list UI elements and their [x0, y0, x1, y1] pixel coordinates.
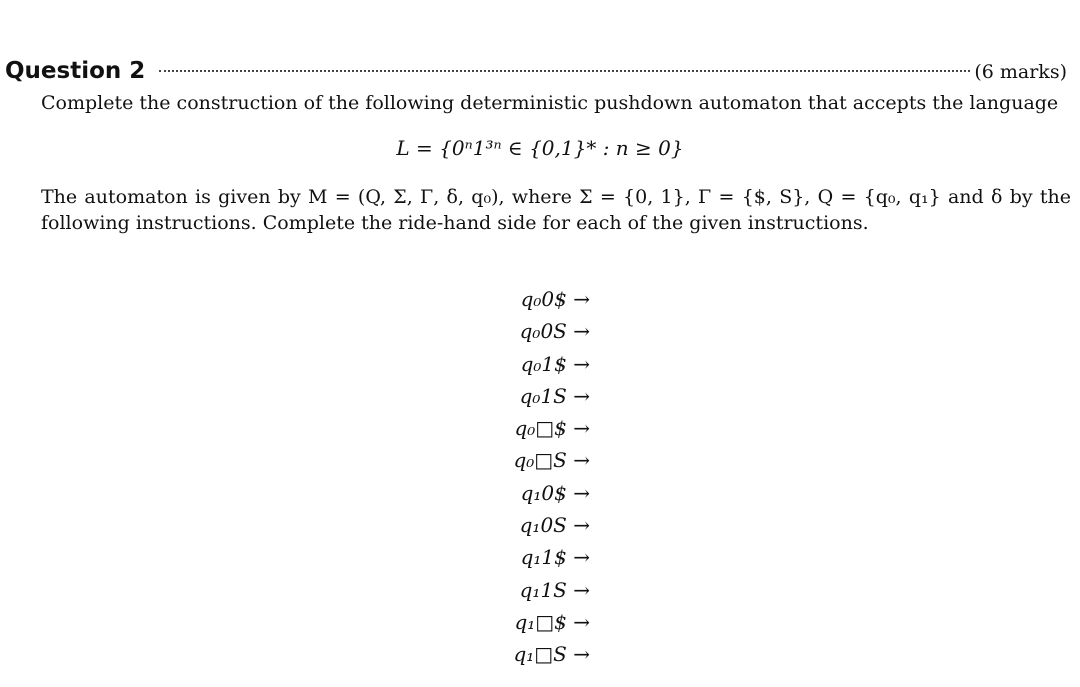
- language-formula: L = {0ⁿ1³ⁿ ∈ {0,1}* : n ≥ 0}: [396, 136, 684, 160]
- transition-instruction: q₀1S →: [519, 383, 590, 408]
- transition-instruction: q₀□$ →: [514, 416, 590, 441]
- transition-instruction: q₀0$ →: [520, 287, 590, 311]
- transition-instruction: q₁0$ →: [520, 480, 590, 505]
- transition-instruction: q₀0S →: [519, 319, 590, 344]
- question-header: [5, 58, 1067, 94]
- transition-instructions: [430, 284, 590, 672]
- transition-instruction: q₀□S →: [513, 448, 590, 473]
- intro-text: Complete the construction of the following deterministic pushdown automaton that accepts the language: [41, 92, 1059, 114]
- transition-instruction: q₀1$ →: [520, 351, 590, 376]
- dotted-leader: [159, 70, 970, 72]
- transition-instruction: q₁1$ →: [520, 545, 590, 570]
- transition-instruction: q₁1S →: [519, 577, 590, 602]
- question-title: Question 2: [5, 58, 146, 84]
- question-marks: (6 marks): [974, 61, 1067, 83]
- transition-instruction: q₁0S →: [519, 513, 590, 538]
- automaton-description: The automaton is given by M = (Q, Σ, Γ, δ, q₀), where Σ = {0, 1}, Γ = {$, S}, Q = {q₀, q₁} and δ by the following instructions. Complete the ride-hand side for each of the given instructions.: [41, 186, 1071, 234]
- transition-instruction: q₁□S →: [513, 642, 590, 667]
- transition-instruction: q₁□$ →: [514, 609, 590, 634]
